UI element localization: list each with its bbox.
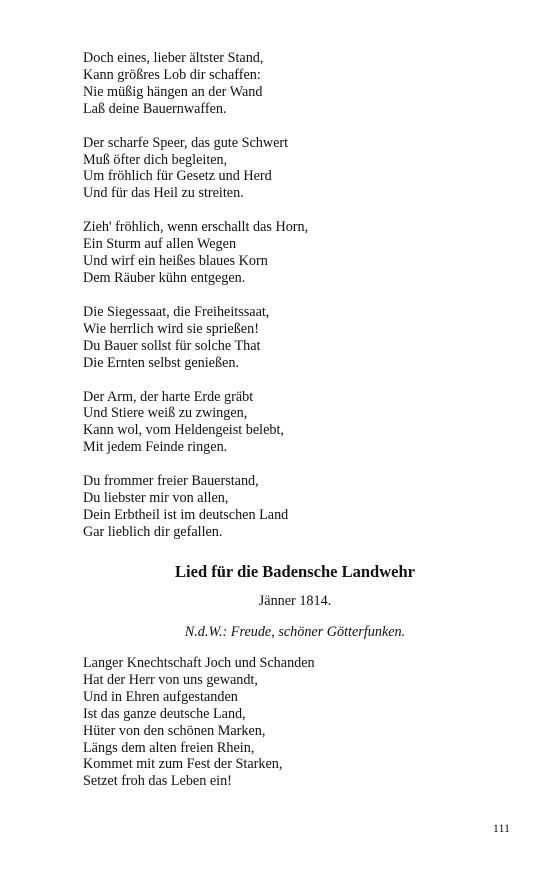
- verse-line: Du Bauer sollst für solche That: [83, 337, 261, 354]
- stanza: [83, 304, 483, 372]
- page-number: 111: [492, 821, 510, 835]
- verse-line: Und Stiere weiß zu zwingen,: [83, 405, 248, 422]
- verse-line: Du frommer freier Bauerstand,: [83, 473, 259, 490]
- verse-line: Nie müßig hängen an der Wand: [83, 83, 263, 100]
- verse-line: Und wirf ein heißes blaues Korn: [83, 253, 268, 270]
- verse-line: Um fröhlich für Gesetz und Herd: [83, 168, 272, 185]
- verse-line: Zieh' fröhlich, wenn erschallt das Horn,: [83, 219, 309, 236]
- verse-line: Der Arm, der harte Erde gräbt: [83, 388, 254, 405]
- verse-line: Mit jedem Feinde ringen.: [83, 439, 228, 456]
- verse-line: Ein Sturm auf allen Wegen: [83, 236, 237, 253]
- stanza: [83, 473, 483, 541]
- song-title: Lied für die Badensche Landwehr: [175, 562, 415, 581]
- song-melody: N.d.W.: Freude, schöner Götterfunken.: [184, 624, 406, 640]
- song-date: Jänner 1814.: [258, 593, 332, 609]
- verse-line: Gar lieblich dir gefallen.: [83, 523, 223, 540]
- verse-line: Du liebster mir von allen,: [83, 490, 229, 507]
- verse-line: Längs dem alten freien Rhein,: [83, 739, 255, 756]
- verse-line: Die Ernten selbst genießen.: [83, 354, 240, 371]
- poem-continuation: [83, 50, 483, 558]
- verse-line: Kommet mit zum Fest der Starken,: [83, 756, 283, 773]
- verse-line: Setzet froh das Leben ein!: [83, 773, 232, 790]
- song-stanza: [83, 655, 483, 790]
- verse-line: Die Siegessaat, die Freiheitssaat,: [83, 303, 270, 320]
- verse-line: Dem Räuber kühn entgegen.: [83, 269, 246, 286]
- verse-line: Langer Knechtschaft Joch und Schanden: [83, 655, 315, 671]
- verse-line: Der scharfe Speer, das gute Schwert: [83, 134, 289, 151]
- verse-line: Doch eines, lieber ältster Stand,: [83, 50, 264, 66]
- verse-line: Hat der Herr von uns gewandt,: [83, 671, 258, 688]
- verse-line: Dein Erbtheil ist im deutschen Land: [83, 506, 289, 523]
- verse-line: Kann größres Lob dir schaffen:: [83, 66, 261, 83]
- verse-line: Ist das ganze deutsche Land,: [83, 705, 246, 722]
- verse-line: Und für das Heil zu streiten.: [83, 185, 244, 202]
- stanza: [83, 219, 483, 287]
- verse-line: Hüter von den schönen Marken,: [83, 722, 266, 739]
- verse-line: Laß deine Bauernwaffen.: [83, 100, 227, 117]
- stanza: [83, 135, 483, 203]
- verse-line: Wie herrlich wird sie sprießen!: [83, 320, 259, 337]
- verse-line: Und in Ehren aufgestanden: [83, 688, 238, 705]
- verse-line: Kann wol, vom Heldengeist belebt,: [83, 422, 284, 439]
- stanza: [83, 389, 483, 457]
- stanza: [83, 50, 483, 118]
- verse-line: Muß öfter dich begleiten,: [83, 151, 228, 168]
